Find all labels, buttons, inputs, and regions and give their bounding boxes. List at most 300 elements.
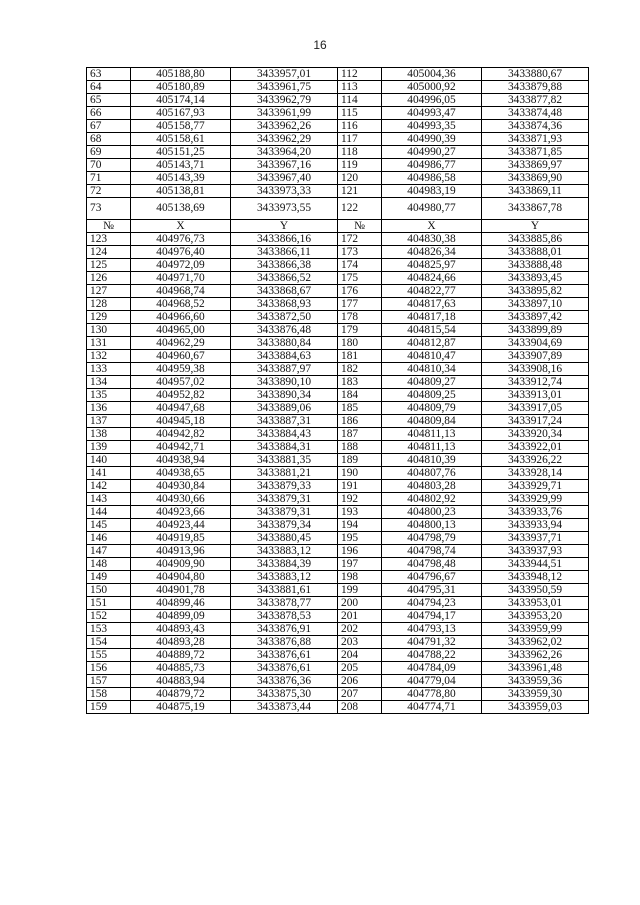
- table-row: [87, 662, 589, 675]
- x-coordinate-cell: 404947,68: [131, 402, 231, 415]
- point-number-cell: 185: [338, 402, 382, 415]
- x-coordinate-cell: 404990,39: [382, 133, 482, 146]
- point-number-cell: 186: [338, 415, 382, 428]
- x-coordinate-cell: 404930,84: [131, 480, 231, 493]
- point-number-cell: 126: [87, 272, 131, 285]
- y-coordinate-cell: 3433962,26: [482, 649, 589, 662]
- point-number-cell: 69: [87, 146, 131, 159]
- x-coordinate-cell: 404899,09: [131, 610, 231, 623]
- x-coordinate-cell: 404779,04: [382, 675, 482, 688]
- point-number-cell: 117: [338, 133, 382, 146]
- y-coordinate-cell: 3433880,45: [231, 532, 338, 545]
- y-coordinate-cell: 3433959,99: [482, 623, 589, 636]
- point-number-cell: 200: [338, 597, 382, 610]
- point-number-cell: 156: [87, 662, 131, 675]
- point-number-cell: 177: [338, 298, 382, 311]
- table-row: [87, 480, 589, 493]
- x-coordinate-cell: 405000,92: [382, 81, 482, 94]
- y-coordinate-cell: 3433917,05: [482, 402, 589, 415]
- header-y-cell: Y: [482, 220, 589, 233]
- y-coordinate-cell: 3433944,51: [482, 558, 589, 571]
- header-x-cell: X: [382, 220, 482, 233]
- point-number-cell: 122: [338, 198, 382, 220]
- y-coordinate-cell: 3433953,01: [482, 597, 589, 610]
- y-coordinate-cell: 3433880,84: [231, 337, 338, 350]
- point-number-cell: 202: [338, 623, 382, 636]
- table-row: [87, 441, 589, 454]
- y-coordinate-cell: 3433866,38: [231, 259, 338, 272]
- x-coordinate-cell: 404795,31: [382, 584, 482, 597]
- y-coordinate-cell: 3433875,30: [231, 688, 338, 701]
- x-coordinate-cell: 404990,27: [382, 146, 482, 159]
- x-coordinate-cell: 404986,77: [382, 159, 482, 172]
- table-row: [87, 545, 589, 558]
- y-coordinate-cell: 3433893,45: [482, 272, 589, 285]
- point-number-cell: 142: [87, 480, 131, 493]
- point-number-cell: 178: [338, 311, 382, 324]
- y-coordinate-cell: 3433904,69: [482, 337, 589, 350]
- point-number-cell: 66: [87, 107, 131, 120]
- point-number-cell: 181: [338, 350, 382, 363]
- y-coordinate-cell: 3433871,85: [482, 146, 589, 159]
- y-coordinate-cell: 3433895,82: [482, 285, 589, 298]
- x-coordinate-cell: 404794,17: [382, 610, 482, 623]
- x-coordinate-cell: 404810,39: [382, 454, 482, 467]
- table-row: [87, 285, 589, 298]
- y-coordinate-cell: 3433874,36: [482, 120, 589, 133]
- x-coordinate-cell: 404965,00: [131, 324, 231, 337]
- y-coordinate-cell: 3433887,97: [231, 363, 338, 376]
- point-number-cell: 190: [338, 467, 382, 480]
- y-coordinate-cell: 3433929,71: [482, 480, 589, 493]
- table-row: [87, 68, 589, 81]
- y-coordinate-cell: 3433967,16: [231, 159, 338, 172]
- y-coordinate-cell: 3433973,33: [231, 185, 338, 198]
- x-coordinate-cell: 404885,73: [131, 662, 231, 675]
- point-number-cell: 134: [87, 376, 131, 389]
- table-row: [87, 350, 589, 363]
- x-coordinate-cell: 404913,96: [131, 545, 231, 558]
- table-row: [87, 467, 589, 480]
- table-row: [87, 363, 589, 376]
- y-coordinate-cell: 3433876,61: [231, 662, 338, 675]
- x-coordinate-cell: 404803,28: [382, 480, 482, 493]
- x-coordinate-cell: 404822,77: [382, 285, 482, 298]
- point-number-cell: 159: [87, 701, 131, 714]
- x-coordinate-cell: 404810,47: [382, 350, 482, 363]
- x-coordinate-cell: 404945,18: [131, 415, 231, 428]
- point-number-cell: 179: [338, 324, 382, 337]
- y-coordinate-cell: 3433897,10: [482, 298, 589, 311]
- x-coordinate-cell: 404824,66: [382, 272, 482, 285]
- point-number-cell: 141: [87, 467, 131, 480]
- x-coordinate-cell: 405143,71: [131, 159, 231, 172]
- table-row: [87, 146, 589, 159]
- x-coordinate-cell: 404798,79: [382, 532, 482, 545]
- point-number-cell: 63: [87, 68, 131, 81]
- table-row: [87, 597, 589, 610]
- point-number-cell: 207: [338, 688, 382, 701]
- table-row: [87, 198, 589, 220]
- table-row: [87, 636, 589, 649]
- point-number-cell: 116: [338, 120, 382, 133]
- point-number-cell: 123: [87, 233, 131, 246]
- point-number-cell: 65: [87, 94, 131, 107]
- point-number-cell: 157: [87, 675, 131, 688]
- y-coordinate-cell: 3433868,67: [231, 285, 338, 298]
- table-row: [87, 376, 589, 389]
- y-coordinate-cell: 3433867,78: [482, 198, 589, 220]
- y-coordinate-cell: 3433869,90: [482, 172, 589, 185]
- point-number-cell: 146: [87, 532, 131, 545]
- x-coordinate-cell: 404800,13: [382, 519, 482, 532]
- x-coordinate-cell: 404986,58: [382, 172, 482, 185]
- x-coordinate-cell: 404959,38: [131, 363, 231, 376]
- y-coordinate-cell: 3433877,82: [482, 94, 589, 107]
- table-row: [87, 120, 589, 133]
- table-row: [87, 519, 589, 532]
- table-row: [87, 688, 589, 701]
- table-row: [87, 454, 589, 467]
- y-coordinate-cell: 3433964,20: [231, 146, 338, 159]
- table-row: [87, 324, 589, 337]
- table-row: [87, 272, 589, 285]
- y-coordinate-cell: 3433866,52: [231, 272, 338, 285]
- point-number-cell: 133: [87, 363, 131, 376]
- x-coordinate-cell: 404983,19: [382, 185, 482, 198]
- x-coordinate-cell: 404811,13: [382, 441, 482, 454]
- x-coordinate-cell: 404793,13: [382, 623, 482, 636]
- coordinates-table-body: [87, 68, 589, 714]
- y-coordinate-cell: 3433890,10: [231, 376, 338, 389]
- x-coordinate-cell: 405138,69: [131, 198, 231, 220]
- x-coordinate-cell: 404980,77: [382, 198, 482, 220]
- y-coordinate-cell: 3433912,74: [482, 376, 589, 389]
- x-coordinate-cell: 404788,22: [382, 649, 482, 662]
- point-number-cell: 68: [87, 133, 131, 146]
- header-number-cell: №: [87, 220, 131, 233]
- x-coordinate-cell: 404893,28: [131, 636, 231, 649]
- point-number-cell: 196: [338, 545, 382, 558]
- table-row: [87, 298, 589, 311]
- x-coordinate-cell: 404826,34: [382, 246, 482, 259]
- y-coordinate-cell: 3433876,61: [231, 649, 338, 662]
- y-coordinate-cell: 3433948,12: [482, 571, 589, 584]
- y-coordinate-cell: 3433961,75: [231, 81, 338, 94]
- y-coordinate-cell: 3433883,12: [231, 545, 338, 558]
- x-coordinate-cell: 405174,14: [131, 94, 231, 107]
- x-coordinate-cell: 404798,48: [382, 558, 482, 571]
- table-row: [87, 532, 589, 545]
- x-coordinate-cell: 404971,70: [131, 272, 231, 285]
- x-coordinate-cell: 405167,93: [131, 107, 231, 120]
- x-coordinate-cell: 404904,80: [131, 571, 231, 584]
- point-number-cell: 173: [338, 246, 382, 259]
- point-number-cell: 194: [338, 519, 382, 532]
- point-number-cell: 208: [338, 701, 382, 714]
- x-coordinate-cell: 404968,74: [131, 285, 231, 298]
- y-coordinate-cell: 3433869,97: [482, 159, 589, 172]
- y-coordinate-cell: 3433920,34: [482, 428, 589, 441]
- y-coordinate-cell: 3433871,93: [482, 133, 589, 146]
- x-coordinate-cell: 405138,81: [131, 185, 231, 198]
- table-row: [87, 558, 589, 571]
- header-x-cell: X: [131, 220, 231, 233]
- table-row: [87, 675, 589, 688]
- x-coordinate-cell: 404825,97: [382, 259, 482, 272]
- y-coordinate-cell: 3433888,01: [482, 246, 589, 259]
- table-row: [87, 337, 589, 350]
- y-coordinate-cell: 3433883,12: [231, 571, 338, 584]
- point-number-cell: 125: [87, 259, 131, 272]
- point-number-cell: 71: [87, 172, 131, 185]
- x-coordinate-cell: 404830,38: [382, 233, 482, 246]
- table-row: [87, 389, 589, 402]
- y-coordinate-cell: 3433876,48: [231, 324, 338, 337]
- point-number-cell: 148: [87, 558, 131, 571]
- point-number-cell: 198: [338, 571, 382, 584]
- point-number-cell: 138: [87, 428, 131, 441]
- x-coordinate-cell: 404778,80: [382, 688, 482, 701]
- point-number-cell: 143: [87, 493, 131, 506]
- x-coordinate-cell: 404798,74: [382, 545, 482, 558]
- x-coordinate-cell: 404809,27: [382, 376, 482, 389]
- point-number-cell: 180: [338, 337, 382, 350]
- point-number-cell: 188: [338, 441, 382, 454]
- x-coordinate-cell: 405004,36: [382, 68, 482, 81]
- point-number-cell: 187: [338, 428, 382, 441]
- point-number-cell: 172: [338, 233, 382, 246]
- x-coordinate-cell: 404796,67: [382, 571, 482, 584]
- y-coordinate-cell: 3433879,31: [231, 506, 338, 519]
- x-coordinate-cell: 404962,29: [131, 337, 231, 350]
- table-row: [87, 172, 589, 185]
- x-coordinate-cell: 404883,94: [131, 675, 231, 688]
- x-coordinate-cell: 405143,39: [131, 172, 231, 185]
- y-coordinate-cell: 3433913,01: [482, 389, 589, 402]
- point-number-cell: 150: [87, 584, 131, 597]
- table-row: [87, 571, 589, 584]
- x-coordinate-cell: 404893,43: [131, 623, 231, 636]
- table-row: [87, 506, 589, 519]
- point-number-cell: 189: [338, 454, 382, 467]
- table-row: [87, 259, 589, 272]
- y-coordinate-cell: 3433881,21: [231, 467, 338, 480]
- point-number-cell: 204: [338, 649, 382, 662]
- y-coordinate-cell: 3433876,88: [231, 636, 338, 649]
- x-coordinate-cell: 404993,35: [382, 120, 482, 133]
- y-coordinate-cell: 3433881,35: [231, 454, 338, 467]
- point-number-cell: 128: [87, 298, 131, 311]
- table-row: [87, 311, 589, 324]
- x-coordinate-cell: 404807,76: [382, 467, 482, 480]
- point-number-cell: 158: [87, 688, 131, 701]
- y-coordinate-cell: 3433879,31: [231, 493, 338, 506]
- y-coordinate-cell: 3433962,79: [231, 94, 338, 107]
- point-number-cell: 191: [338, 480, 382, 493]
- x-coordinate-cell: 405180,89: [131, 81, 231, 94]
- y-coordinate-cell: 3433879,34: [231, 519, 338, 532]
- x-coordinate-cell: 405158,77: [131, 120, 231, 133]
- x-coordinate-cell: 404968,52: [131, 298, 231, 311]
- y-coordinate-cell: 3433933,76: [482, 506, 589, 519]
- point-number-cell: 206: [338, 675, 382, 688]
- y-coordinate-cell: 3433959,30: [482, 688, 589, 701]
- point-number-cell: 155: [87, 649, 131, 662]
- x-coordinate-cell: 404817,63: [382, 298, 482, 311]
- table-row: [87, 415, 589, 428]
- table-row: [87, 133, 589, 146]
- x-coordinate-cell: 404784,09: [382, 662, 482, 675]
- y-coordinate-cell: 3433937,93: [482, 545, 589, 558]
- y-coordinate-cell: 3433872,50: [231, 311, 338, 324]
- x-coordinate-cell: 404809,79: [382, 402, 482, 415]
- y-coordinate-cell: 3433868,93: [231, 298, 338, 311]
- x-coordinate-cell: 404800,23: [382, 506, 482, 519]
- x-coordinate-cell: 404938,94: [131, 454, 231, 467]
- point-number-cell: 72: [87, 185, 131, 198]
- table-row: [87, 623, 589, 636]
- header-number-cell: №: [338, 220, 382, 233]
- y-coordinate-cell: 3433922,01: [482, 441, 589, 454]
- x-coordinate-cell: 404809,25: [382, 389, 482, 402]
- point-number-cell: 149: [87, 571, 131, 584]
- table-row: [87, 610, 589, 623]
- x-coordinate-cell: 404889,72: [131, 649, 231, 662]
- table-row: [87, 246, 589, 259]
- x-coordinate-cell: 404875,19: [131, 701, 231, 714]
- point-number-cell: 176: [338, 285, 382, 298]
- point-number-cell: 174: [338, 259, 382, 272]
- x-coordinate-cell: 404774,71: [382, 701, 482, 714]
- point-number-cell: 151: [87, 597, 131, 610]
- point-number-cell: 192: [338, 493, 382, 506]
- point-number-cell: 175: [338, 272, 382, 285]
- table-row: [87, 159, 589, 172]
- x-coordinate-cell: 404938,65: [131, 467, 231, 480]
- x-coordinate-cell: 405158,61: [131, 133, 231, 146]
- point-number-cell: 183: [338, 376, 382, 389]
- y-coordinate-cell: 3433907,89: [482, 350, 589, 363]
- point-number-cell: 199: [338, 584, 382, 597]
- point-number-cell: 120: [338, 172, 382, 185]
- x-coordinate-cell: 404957,02: [131, 376, 231, 389]
- point-number-cell: 129: [87, 311, 131, 324]
- y-coordinate-cell: 3433878,77: [231, 597, 338, 610]
- point-number-cell: 203: [338, 636, 382, 649]
- header-y-cell: Y: [231, 220, 338, 233]
- table-row: [87, 649, 589, 662]
- point-number-cell: 139: [87, 441, 131, 454]
- y-coordinate-cell: 3433933,94: [482, 519, 589, 532]
- y-coordinate-cell: 3433962,26: [231, 120, 338, 133]
- y-coordinate-cell: 3433876,36: [231, 675, 338, 688]
- y-coordinate-cell: 3433885,86: [482, 233, 589, 246]
- y-coordinate-cell: 3433961,48: [482, 662, 589, 675]
- x-coordinate-cell: 404923,66: [131, 506, 231, 519]
- x-coordinate-cell: 404817,18: [382, 311, 482, 324]
- point-number-cell: 135: [87, 389, 131, 402]
- x-coordinate-cell: 404930,66: [131, 493, 231, 506]
- y-coordinate-cell: 3433967,40: [231, 172, 338, 185]
- x-coordinate-cell: 404952,82: [131, 389, 231, 402]
- point-number-cell: 115: [338, 107, 382, 120]
- point-number-cell: 64: [87, 81, 131, 94]
- point-number-cell: 70: [87, 159, 131, 172]
- y-coordinate-cell: 3433866,11: [231, 246, 338, 259]
- x-coordinate-cell: 404919,85: [131, 532, 231, 545]
- point-number-cell: 114: [338, 94, 382, 107]
- point-number-cell: 130: [87, 324, 131, 337]
- y-coordinate-cell: 3433884,43: [231, 428, 338, 441]
- x-coordinate-cell: 405151,25: [131, 146, 231, 159]
- point-number-cell: 113: [338, 81, 382, 94]
- table-row: [87, 81, 589, 94]
- y-coordinate-cell: 3433873,44: [231, 701, 338, 714]
- y-coordinate-cell: 3433959,36: [482, 675, 589, 688]
- x-coordinate-cell: 404972,09: [131, 259, 231, 272]
- table-row: [87, 428, 589, 441]
- table-row: [87, 402, 589, 415]
- y-coordinate-cell: 3433908,16: [482, 363, 589, 376]
- point-number-cell: 153: [87, 623, 131, 636]
- x-coordinate-cell: 404802,92: [382, 493, 482, 506]
- point-number-cell: 145: [87, 519, 131, 532]
- point-number-cell: 121: [338, 185, 382, 198]
- y-coordinate-cell: 3433879,88: [482, 81, 589, 94]
- y-coordinate-cell: 3433874,48: [482, 107, 589, 120]
- x-coordinate-cell: 404942,71: [131, 441, 231, 454]
- y-coordinate-cell: 3433917,24: [482, 415, 589, 428]
- table-row: [87, 233, 589, 246]
- x-coordinate-cell: 404942,82: [131, 428, 231, 441]
- point-number-cell: 201: [338, 610, 382, 623]
- x-coordinate-cell: 404996,05: [382, 94, 482, 107]
- point-number-cell: 112: [338, 68, 382, 81]
- coordinates-table: [86, 67, 589, 714]
- point-number-cell: 132: [87, 350, 131, 363]
- y-coordinate-cell: 3433876,91: [231, 623, 338, 636]
- point-number-cell: 193: [338, 506, 382, 519]
- y-coordinate-cell: 3433887,31: [231, 415, 338, 428]
- y-coordinate-cell: 3433953,20: [482, 610, 589, 623]
- y-coordinate-cell: 3433957,01: [231, 68, 338, 81]
- table-row: [87, 107, 589, 120]
- point-number-cell: 197: [338, 558, 382, 571]
- point-number-cell: 136: [87, 402, 131, 415]
- point-number-cell: 152: [87, 610, 131, 623]
- y-coordinate-cell: 3433961,99: [231, 107, 338, 120]
- x-coordinate-cell: 404815,54: [382, 324, 482, 337]
- y-coordinate-cell: 3433878,53: [231, 610, 338, 623]
- x-coordinate-cell: 404966,60: [131, 311, 231, 324]
- x-coordinate-cell: 404809,84: [382, 415, 482, 428]
- x-coordinate-cell: 404923,44: [131, 519, 231, 532]
- y-coordinate-cell: 3433959,03: [482, 701, 589, 714]
- x-coordinate-cell: 404901,78: [131, 584, 231, 597]
- y-coordinate-cell: 3433937,71: [482, 532, 589, 545]
- x-coordinate-cell: 404791,32: [382, 636, 482, 649]
- y-coordinate-cell: 3433950,59: [482, 584, 589, 597]
- y-coordinate-cell: 3433929,99: [482, 493, 589, 506]
- y-coordinate-cell: 3433928,14: [482, 467, 589, 480]
- point-number-cell: 67: [87, 120, 131, 133]
- point-number-cell: 119: [338, 159, 382, 172]
- table-row: [87, 94, 589, 107]
- table-header-row: [87, 220, 589, 233]
- y-coordinate-cell: 3433899,89: [482, 324, 589, 337]
- y-coordinate-cell: 3433962,29: [231, 133, 338, 146]
